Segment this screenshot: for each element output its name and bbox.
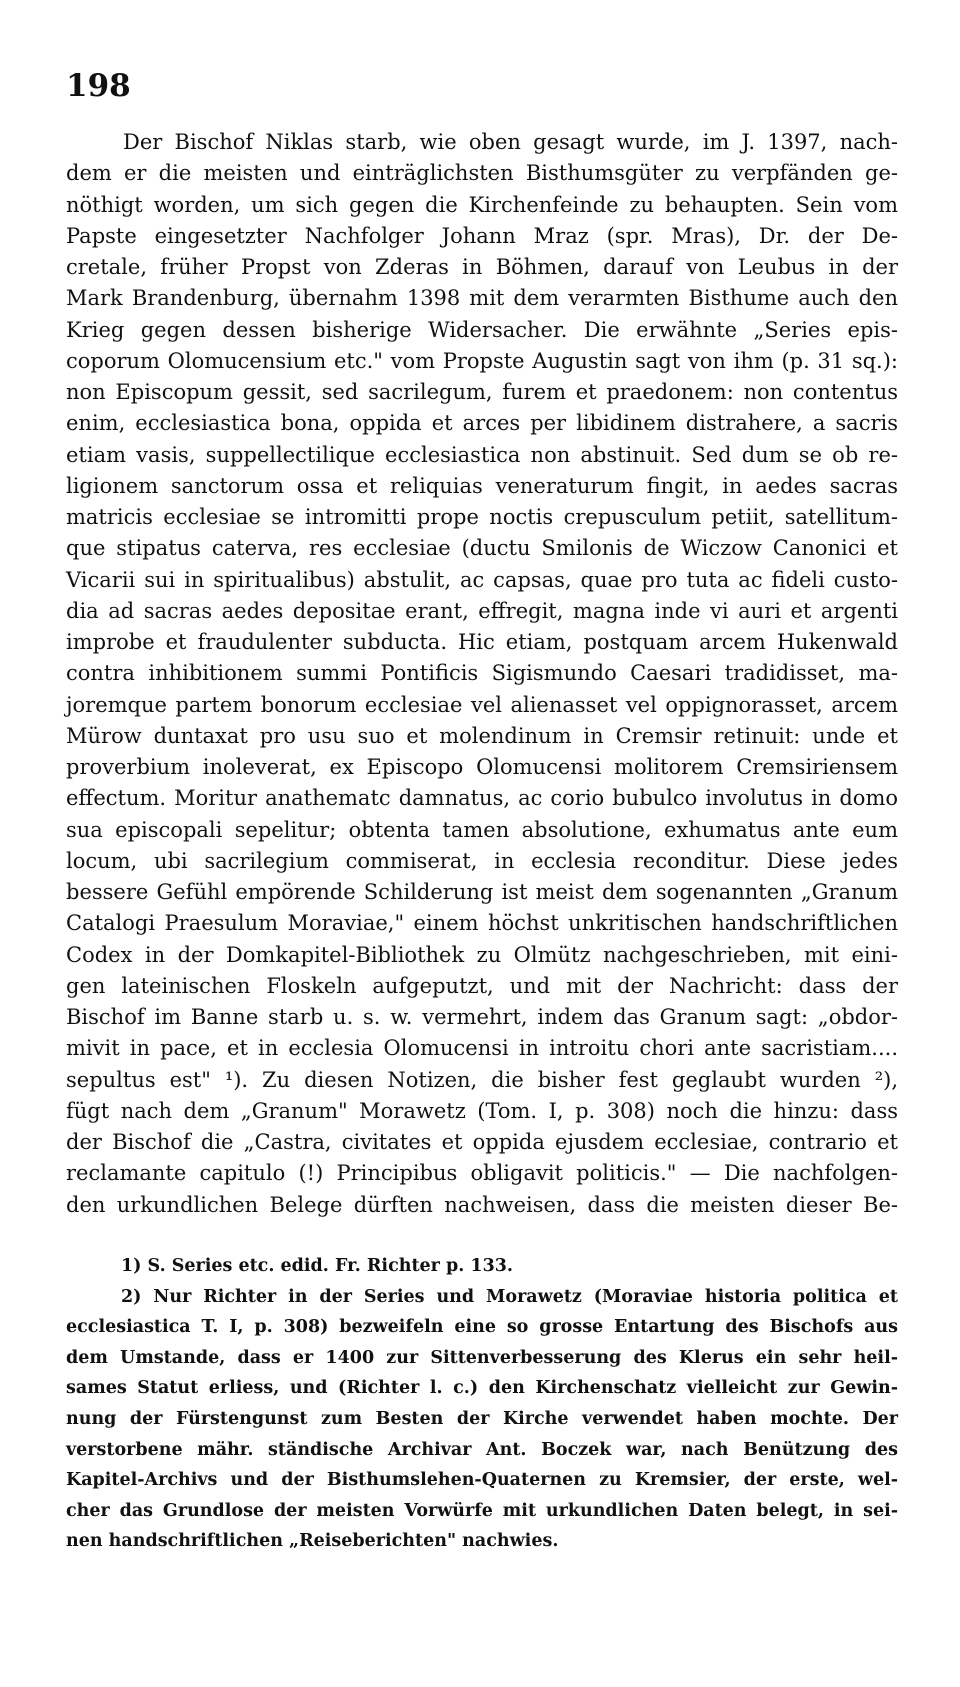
text-line: non Episcopum gessit, sed sacrilegum, furem et praedonem: non contentus bbox=[66, 380, 898, 404]
text-line: dia ad sacras aedes depositae erant, effregit, magna inde vi auri et argenti bbox=[66, 598, 898, 623]
text-line: Papste eingesetzter Nachfolger Johann Mraz (spr. Mras), Dr. der De- bbox=[66, 223, 898, 248]
text-line: dem er die meisten und einträglichsten Bisthumsgüter zu verpfänden ge- bbox=[66, 161, 898, 186]
text-line: bessere Gefühl empörende Schilderung ist meist dem sogenannten „Granum bbox=[66, 880, 898, 904]
text-line: Krieg gegen dessen bisherige Widersacher. Die erwähnte „Series epis- bbox=[66, 317, 898, 342]
footnote-line: sames Statut erliess, und (Richter l. c.) den Kirchenschatz vielleicht zur Gewin- bbox=[66, 1378, 898, 1399]
text-line: nöthigt worden, um sich gegen die Kirchenfeinde zu behaupten. Sein vom bbox=[66, 192, 898, 217]
text-line: Mark Brandenburg, übernahm 1398 mit dem verarmten Bisthume auch den bbox=[66, 286, 898, 311]
text-line: enim, ecclesiastica bona, oppida et arces per libidinem distrahere, a sacris bbox=[66, 411, 898, 436]
page-number: 198 bbox=[66, 68, 131, 104]
text-line: Mürow duntaxat pro usu suo et molendinum in Cremsir retinuit: unde et bbox=[66, 723, 898, 748]
text-line: sepultus est" ¹). Zu diesen Notizen, die bisher fest geglaubt wurden ²), bbox=[66, 1067, 898, 1092]
footnote-line: nung der Fürstengunst zum Besten der Kirche verwendet haben mochte. Der bbox=[66, 1408, 898, 1429]
text-line: Catalogi Praesulum Moraviae," einem höchst unkritischen handschriftlichen bbox=[66, 911, 898, 936]
text-line: proverbium inoleverat, ex Episcopo Olomucensi molitorem Cremsiriensem bbox=[66, 755, 898, 779]
text-line: etiam vasis, suppellectilique ecclesiastica non abstinuit. Sed dum se ob re- bbox=[66, 442, 898, 467]
footnote-line: verstorbene mähr. ständische Archivar Ant. Boczek war, nach Benützung des bbox=[66, 1439, 898, 1460]
text-line: cretale, früher Propst von Zderas in Böhmen, darauf von Leubus in der bbox=[66, 255, 898, 279]
footnote-line: cher das Grundlose der meisten Vorwürfe mit urkundlichen Daten belegt, in sei- bbox=[66, 1500, 898, 1521]
footnote-line: ecclesiastica T. I, p. 308) bezweifeln eine so grosse Entartung des Bischofs aus bbox=[66, 1317, 898, 1338]
footnote-line: dem Umstande, dass er 1400 zur Sittenverbesserung des Klerus ein sehr heil- bbox=[66, 1347, 898, 1368]
footnote-line: Kapitel-Archivs und der Bisthumslehen-Quaternen zu Kremsier, der erste, wel- bbox=[66, 1470, 898, 1491]
footnote-line: 2) Nur Richter in der Series und Morawetz (Moraviae historia politica et bbox=[121, 1286, 898, 1307]
footnote-line: 1) S. Series etc. edid. Fr. Richter p. 133. bbox=[121, 1256, 514, 1276]
footnotes bbox=[66, 1251, 898, 1557]
main-text bbox=[66, 127, 898, 1221]
text-line: gen lateinischen Floskeln aufgeputzt, und mit der Nachricht: dass der bbox=[66, 973, 898, 998]
footnote-line: nen handschriftlichen „Reiseberichten" nachwies. bbox=[66, 1531, 559, 1552]
text-line: joremque partem bonorum ecclesiae vel alienasset vel oppignorasset, arcem bbox=[66, 692, 898, 717]
text-line: Vicarii sui in spiritualibus) abstulit, ac capsas, quae pro tuta ac fideli custo- bbox=[66, 567, 898, 592]
text-line: improbe et fraudulenter subducta. Hic etiam, postquam arcem Hukenwald bbox=[66, 630, 898, 654]
text-line: ligionem sanctorum ossa et reliquias veneraturum fingit, in aedes sacras bbox=[66, 473, 898, 498]
text-line: der Bischof die „Castra, civitates et oppida ejusdem ecclesiae, contrario et bbox=[66, 1130, 898, 1154]
text-line: matricis ecclesiae se intromitti prope noctis crepusculum petiit, satellitum- bbox=[66, 505, 898, 529]
text-line: contra inhibitionem summi Pontificis Sigismundo Caesari tradidisset, ma- bbox=[66, 661, 898, 686]
text-line: fügt nach dem „Granum" Morawetz (Tom. I, p. 308) noch die hinzu: dass bbox=[66, 1098, 898, 1123]
text-line: sua episcopali sepelitur; obtenta tamen absolutione, exhumatus ante eum bbox=[66, 817, 898, 842]
text-line: Bischof im Banne starb u. s. w. vermehrt, indem das Granum sagt: „obdor- bbox=[66, 1005, 898, 1029]
text-line: locum, ubi sacrilegium commiserat, in ecclesia reconditur. Diese jedes bbox=[66, 848, 898, 873]
text-line: Codex in der Domkapitel-Bibliothek zu Olmütz nachgeschrieben, mit eini- bbox=[66, 942, 898, 967]
text-line: mivit in pace, et in ecclesia Olomucensi in introitu chori ante sacristiam.... bbox=[66, 1036, 898, 1061]
text-line: den urkundlichen Belege dürften nachweisen, dass die meisten dieser Be- bbox=[66, 1192, 898, 1217]
text-line: que stipatus caterva, res ecclesiae (ductu Smilonis de Wiczow Canonici et bbox=[66, 536, 898, 561]
text-line: reclamante capitulo (!) Principibus obligavit politicis." — Die nachfolgen- bbox=[66, 1161, 898, 1186]
text-line: coporum Olomucensium etc." vom Propste Augustin sagt von ihm (p. 31 sq.): bbox=[66, 348, 898, 373]
text-line: effectum. Moritur anathematc damnatus, ac corio bubulco involutus in domo bbox=[66, 786, 898, 811]
text-line: Der Bischof Niklas starb, wie oben gesagt wurde, im J. 1397, nach- bbox=[123, 130, 898, 154]
